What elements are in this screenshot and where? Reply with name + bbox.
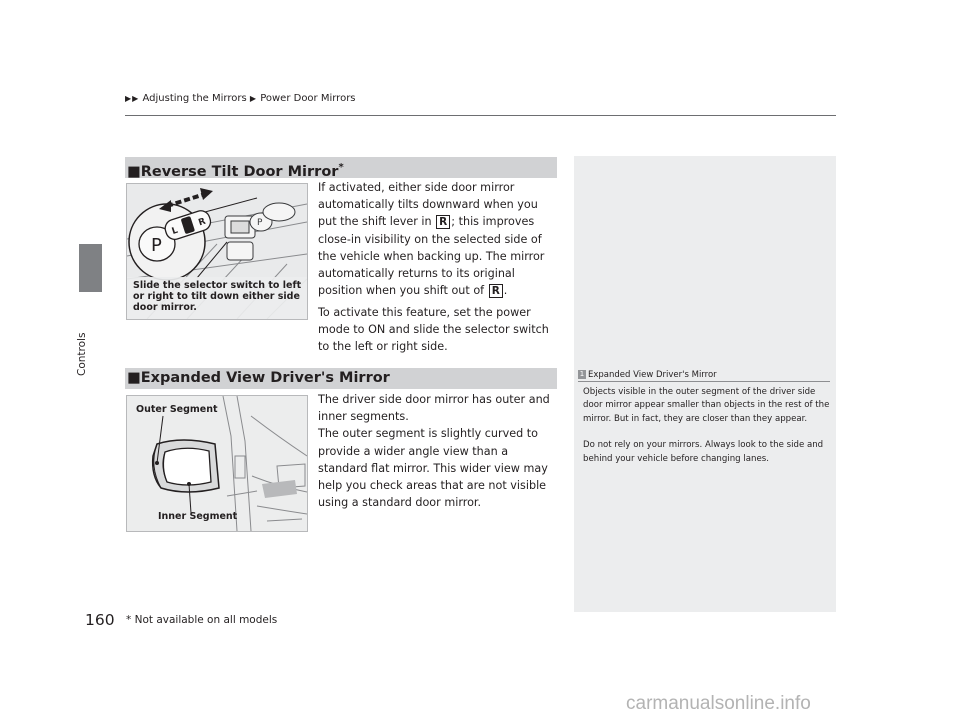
small-knob-label: P <box>257 218 263 228</box>
note-divider <box>578 381 830 382</box>
chapter-label: Controls <box>76 332 88 376</box>
note-paragraph: Do not rely on your mirrors. Always look to the side and behind your vehicle before changing lanes. <box>583 440 824 464</box>
footnote-asterisk: * <box>338 162 344 173</box>
breadcrumb-arrow-icon: ▶ <box>132 94 139 103</box>
note-number-badge: 1 <box>579 370 585 378</box>
knob-label-r: R <box>197 216 208 229</box>
inner-segment-label: Inner Segment <box>158 511 238 522</box>
section-paragraph: To activate this feature, set the power mode to ON and slide the selector switch to the left or right side. <box>318 306 549 354</box>
paragraph-text: ; this improves close-in visibility on the selected side of the vehicle when backing up. The mirror automatically returns to its original position when you shift out of <box>318 215 545 298</box>
section-paragraph: The driver side door mirror has outer and inner segments. The outer segment is slightly curved to provide a wider angle view than a standard flat mirror. This wider view may help you check areas that are not visible using a standard door mirror. <box>318 393 550 510</box>
note-paragraph: Objects visible in the outer segment of the driver side door mirror appear smaller than objects in the rest of the mirror. But in fact, they are closer than they appear. <box>583 387 830 424</box>
section-paragraph <box>318 179 558 299</box>
breadcrumb-item[interactable]: Power Door Mirrors <box>260 93 356 104</box>
breadcrumb-arrow-icon: ▶ <box>249 94 257 103</box>
header-divider <box>125 115 836 116</box>
section-heading <box>125 368 557 389</box>
section-title: Expanded View Driver's Mirror <box>140 370 390 386</box>
chapter-tab <box>79 244 102 292</box>
shift-position-key: R <box>436 215 450 229</box>
selector-switch-figure <box>126 183 308 320</box>
breadcrumb-arrow-icon: ▶ <box>125 94 132 103</box>
page-number: 160 <box>85 611 115 629</box>
section-title: Reverse Tilt Door Mirror <box>140 163 339 180</box>
sidebar-notes-panel <box>574 156 836 612</box>
watermark: carmanualsonline.info <box>626 693 811 714</box>
section-heading <box>125 157 557 178</box>
expanded-mirror-figure <box>126 395 308 532</box>
section-marker-icon: ■ <box>127 370 141 386</box>
paragraph-text: . <box>503 284 508 298</box>
footnote: * Not available on all models <box>126 614 278 626</box>
note-title: Expanded View Driver's Mirror <box>588 370 717 380</box>
breadcrumb-item[interactable]: Adjusting the Mirrors <box>142 93 247 104</box>
outer-segment-label: Outer Segment <box>136 404 218 415</box>
section-marker-icon: ■ <box>127 163 141 180</box>
paragraph-text: If activated, either side door mirror automatically tilts downward when you put the shift lever in <box>318 181 538 229</box>
figure-caption: Slide the selector switch to left or right to tilt down either side door mirror. <box>133 280 302 313</box>
breadcrumb <box>125 93 356 104</box>
note-heading <box>578 370 717 380</box>
knob-label-p: P <box>151 235 162 256</box>
shift-position-key: R <box>489 284 503 298</box>
note-body <box>583 386 833 466</box>
knob-label-l: L <box>170 225 180 237</box>
